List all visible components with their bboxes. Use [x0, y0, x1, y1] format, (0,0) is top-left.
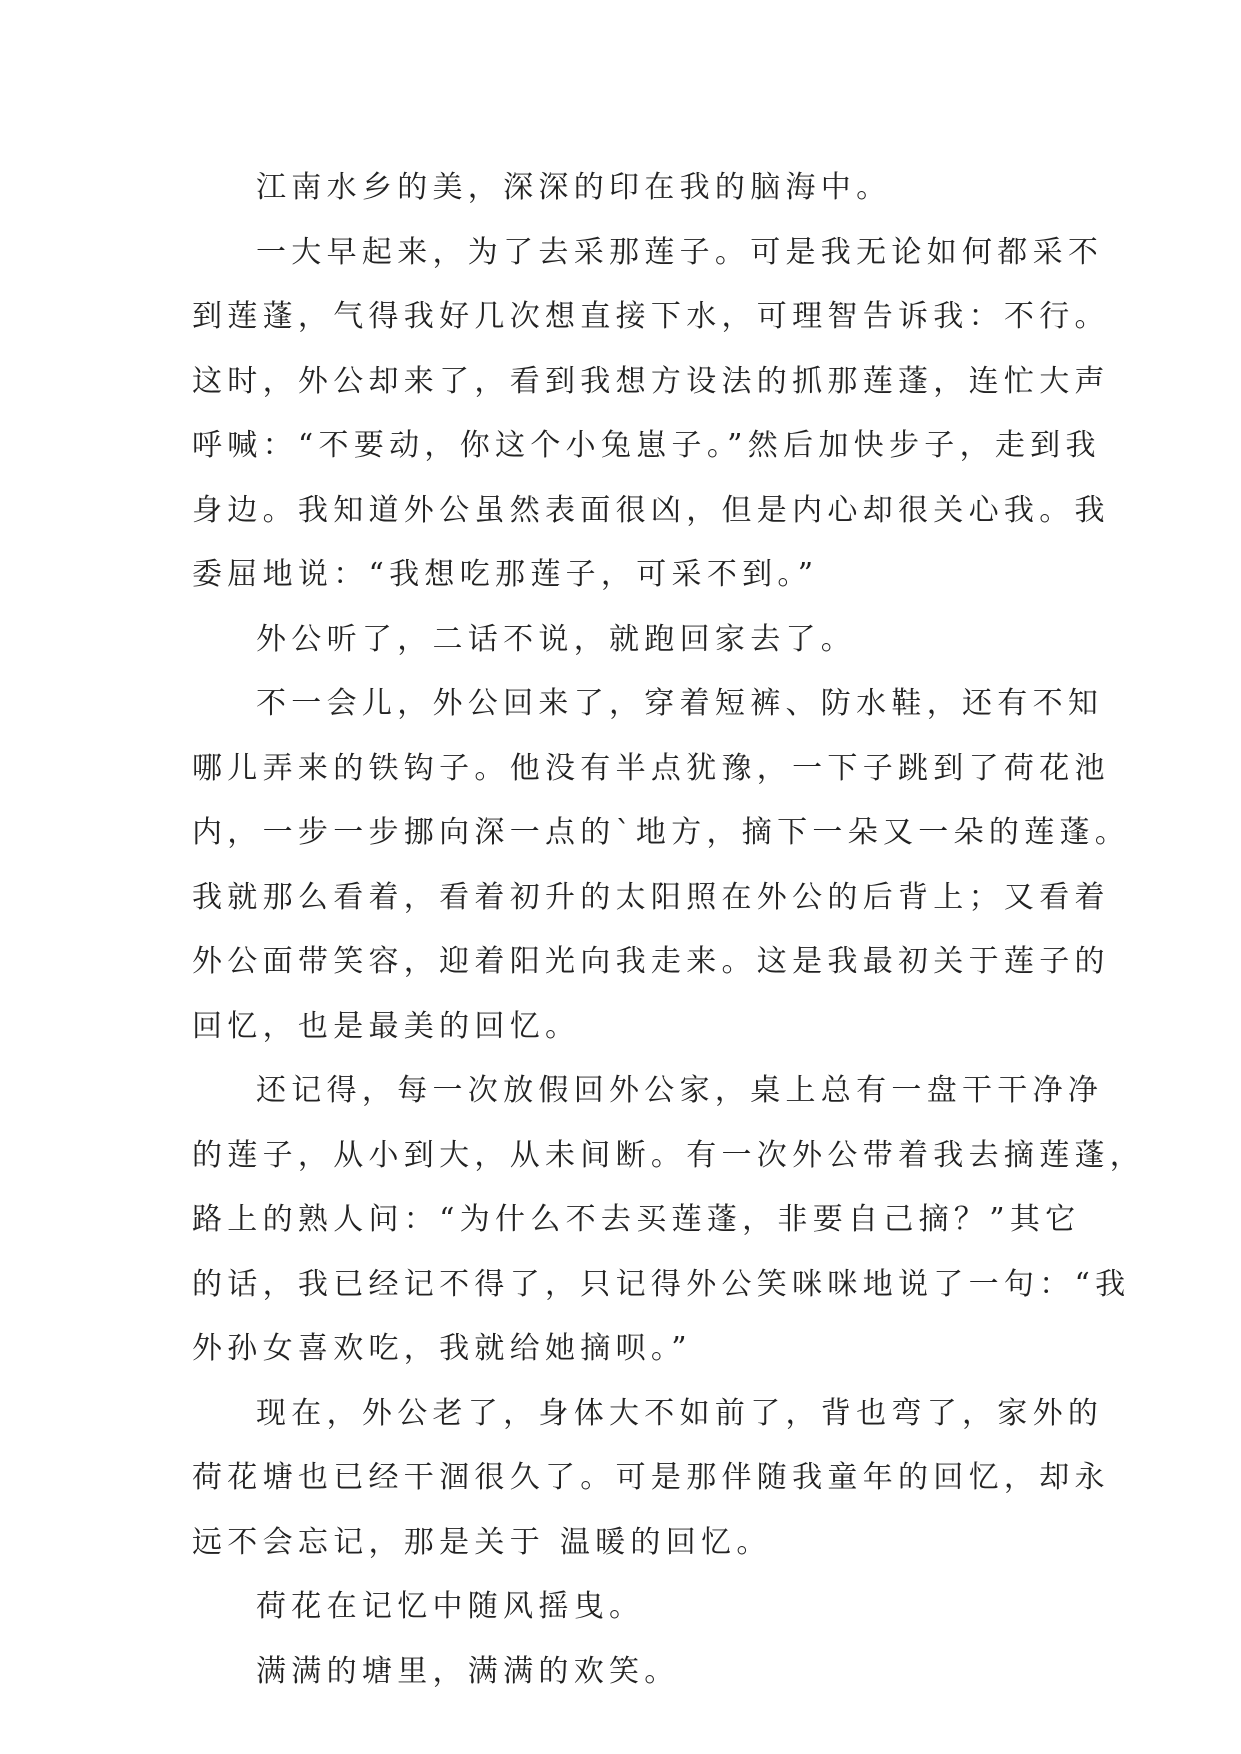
- paragraph-line: 哪儿弄来的铁钩子。他没有半点犹豫，一下子跳到了荷花池: [192, 750, 1110, 786]
- paragraph-line: 的话，我已经记不得了，只记得外公笑咪咪地说了一句：“我: [192, 1266, 1131, 1302]
- paragraph-2: [192, 221, 1110, 608]
- paragraph-line: 呼喊：“不要动，你这个小兔崽子。”然后加快步子，走到我: [192, 428, 1101, 463]
- paragraph-line: 远不会忘记，那是关于 温暖的回忆。: [192, 1524, 772, 1560]
- paragraph-8: [192, 1640, 1072, 1705]
- paragraph-line: 外公听了，二话不说，就跑回家去了。: [256, 621, 857, 657]
- paragraph-line: 我就那么看着，看着初升的太阳照在外公的后背上；又看着: [192, 879, 1110, 915]
- paragraph-line: 路上的熟人问：“为什么不去买莲蓬，非要自己摘？”其它: [192, 1202, 1081, 1237]
- paragraph-line: 到莲蓬，气得我好几次想直接下水，可理智告诉我：不行。: [192, 299, 1110, 334]
- paragraph-line: 内，一步一步挪向深一点的`地方，摘下一朵又一朵的莲蓬。: [192, 815, 1131, 850]
- document-body: [192, 156, 1146, 1704]
- paragraph-1: [192, 156, 1072, 221]
- paragraph-line: 不一会儿，外公回来了，穿着短裤、防水鞋，还有不知: [256, 686, 1104, 721]
- paragraph-line: 现在，外公老了，身体大不如前了，背也弯了，家外的: [256, 1395, 1104, 1431]
- paragraph-line: 还记得，每一次放假回外公家，桌上总有一盘干干净净: [256, 1073, 1104, 1108]
- paragraph-line: 外公面带笑容，迎着阳光向我走来。这是我最初关于莲子的: [192, 944, 1110, 979]
- paragraph-line: 的莲子，从小到大，从未间断。有一次外公带着我去摘莲蓬，: [192, 1137, 1146, 1173]
- paragraph-4: [192, 672, 1131, 1059]
- paragraph-line: 身边。我知道外公虽然表面很凶，但是内心却很关心我。我: [192, 492, 1110, 528]
- paragraph-6: [192, 1382, 1110, 1576]
- paragraph-3: [192, 608, 1072, 673]
- paragraph-line: 满满的塘里，满满的欢笑。: [256, 1653, 680, 1689]
- paragraph-line: 江南水乡的美，深深的印在我的脑海中。: [256, 170, 892, 205]
- paragraph-7: [192, 1575, 1072, 1640]
- paragraph-line: 委屈地说：“我想吃那莲子，可采不到。”: [192, 557, 819, 592]
- paragraph-line: 外孙女喜欢吃，我就给她摘呗。”: [192, 1331, 692, 1366]
- paragraph-5: [192, 1059, 1146, 1382]
- paragraph-line: 荷花塘也已经干涸很久了。可是那伴随我童年的回忆，却永: [192, 1460, 1110, 1495]
- paragraph-line: 一大早起来，为了去采那莲子。可是我无论如何都采不: [256, 234, 1104, 270]
- paragraph-line: 荷花在记忆中随风摇曳。: [256, 1589, 645, 1624]
- paragraph-line: 回忆，也是最美的回忆。: [192, 1008, 581, 1044]
- paragraph-line: 这时，外公却来了，看到我想方设法的抓那莲蓬，连忙大声: [192, 363, 1110, 399]
